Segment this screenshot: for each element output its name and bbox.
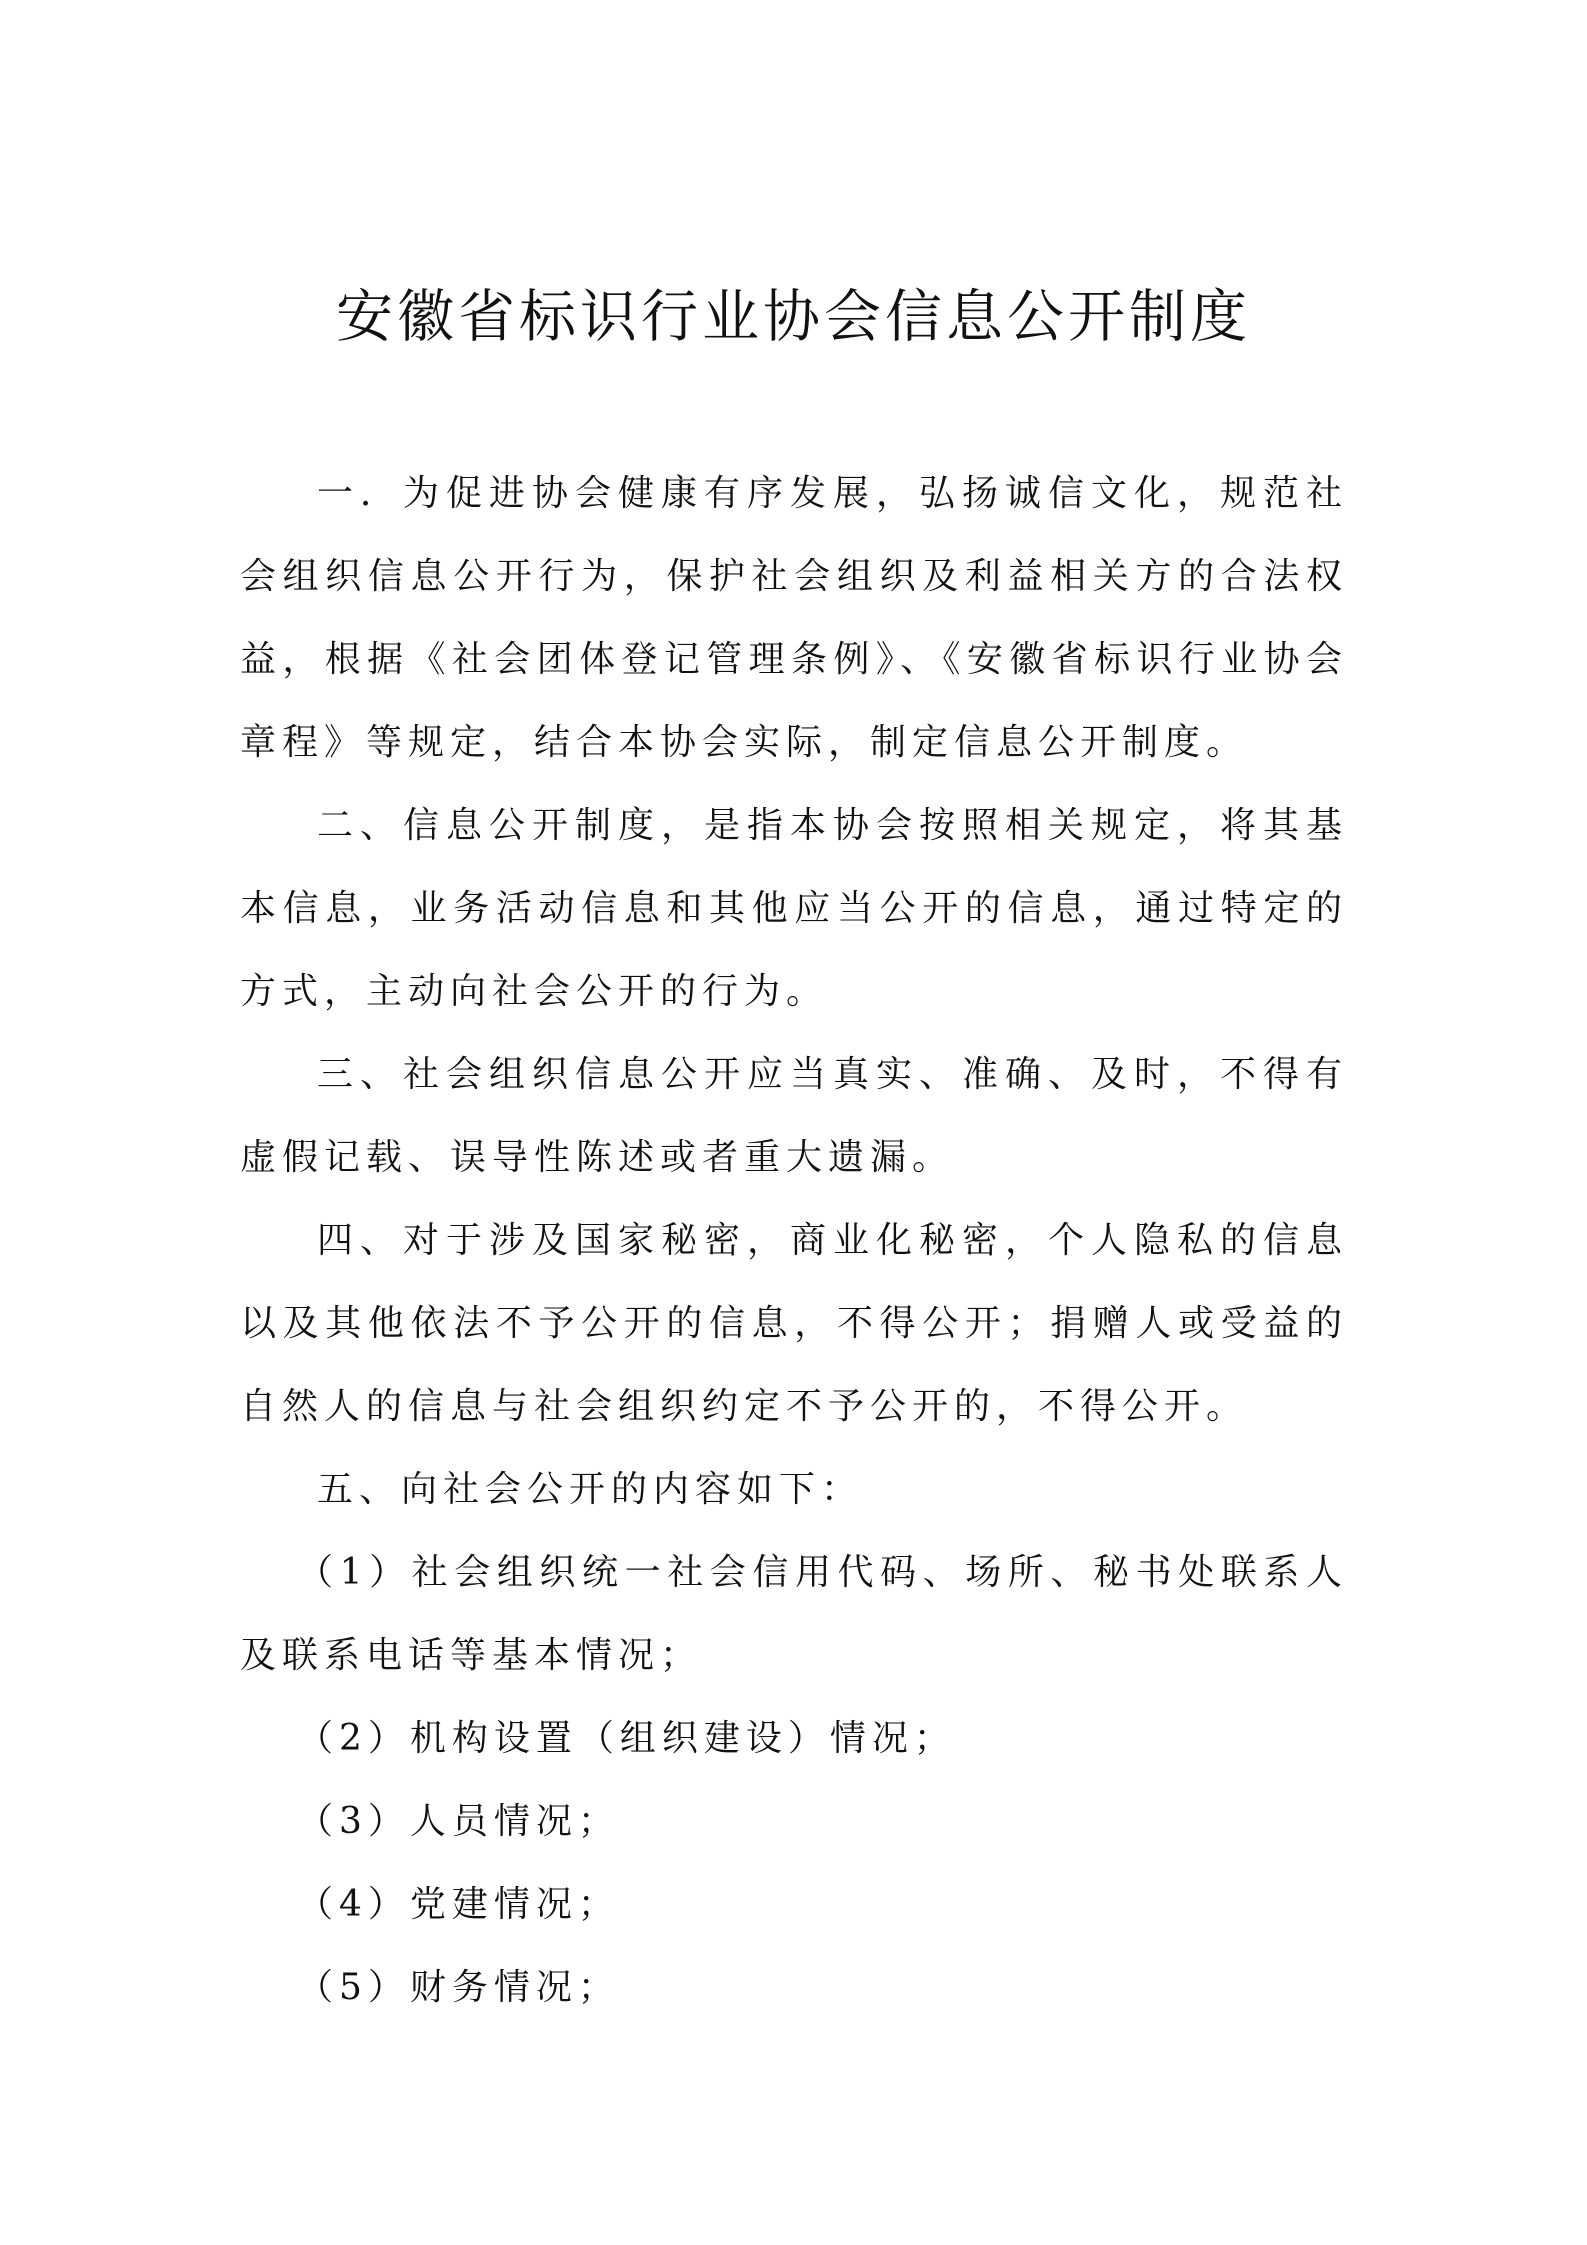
list-item-3: （3）人员情况； — [297, 1801, 620, 1842]
list-item-2: （2）机构设置（组织建设）情况； — [297, 1718, 956, 1759]
document-body — [240, 452, 1348, 2029]
paragraph-1: 一．为促进协会健康有序发展，弘扬诚信文化，规范社会组织信息公开行为，保护社会组织及利益相关方的合法权益，根据《社会团体登记管理条例》、《安徽省标识行业协会章程》等规定，结合本协会实际，制定信息公开制度。 — [240, 473, 1348, 763]
document-title: 安徽省标识行业协会信息公开制度 — [336, 284, 1251, 350]
paragraph-5: 五、向社会公开的内容如下： — [317, 1469, 864, 1510]
paragraph-3: 三、社会组织信息公开应当真实、准确、及时，不得有虚假记载、误导性陈述或者重大遗漏。 — [240, 1054, 1348, 1178]
list-item-1: （1）社会组织统一社会信用代码、场所、秘书处联系人及联系电话等基本情况； — [240, 1552, 1348, 1676]
paragraph-2: 二、信息公开制度，是指本协会按照相关规定，将其基本信息，业务活动信息和其他应当公开的信息，通过特定的方式，主动向社会公开的行为。 — [240, 805, 1348, 1012]
paragraph-4: 四、对于涉及国家秘密，商业化秘密，个人隐私的信息以及其他依法不予公开的信息，不得公开；捐赠人或受益的自然人的信息与社会组织约定不予公开的，不得公开。 — [240, 1220, 1348, 1427]
list-item-5: （5）财务情况； — [297, 1967, 620, 2008]
list-item-4: （4）党建情况； — [297, 1884, 620, 1925]
